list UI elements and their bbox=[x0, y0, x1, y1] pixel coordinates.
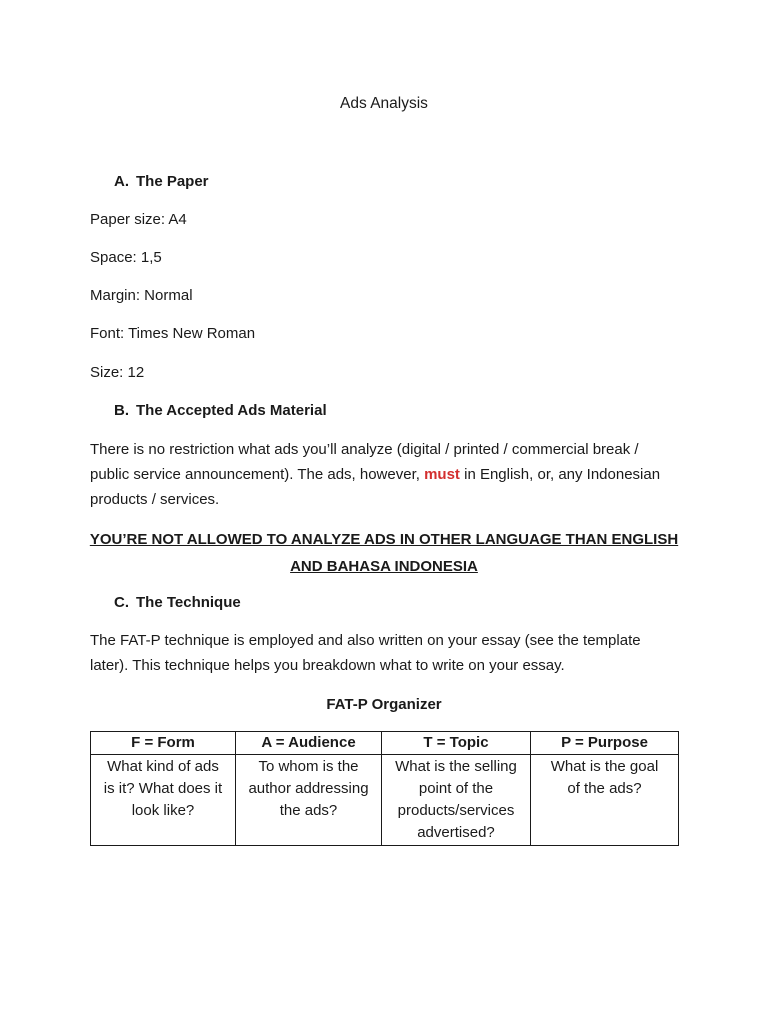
section-c-heading: The Technique bbox=[136, 594, 241, 611]
section-a-heading: The Paper bbox=[136, 173, 209, 190]
must-emphasis: must bbox=[424, 466, 460, 483]
fatp-organizer-table bbox=[90, 731, 679, 846]
margin-item: Margin: Normal bbox=[90, 287, 193, 304]
form-cell-line: look like? bbox=[131, 802, 195, 819]
topic-cell-line: products/services bbox=[397, 802, 515, 819]
organizer-title: FAT-P Organizer bbox=[326, 696, 442, 713]
header-purpose: P = Purpose bbox=[531, 732, 679, 755]
warning-line-1: YOU’RE NOT ALLOWED TO ANALYZE ADS IN OTHER LANGUAGE THAN ENGLISH bbox=[89, 531, 679, 548]
technique-paragraph: The FAT-P technique is employed and also written on your essay (see the template later). This technique helps you breakdown what to write on your essay. bbox=[90, 632, 641, 674]
table-row bbox=[91, 755, 679, 846]
font-item: Font: Times New Roman bbox=[90, 325, 256, 342]
paragraph-text-after: in English, or, any Indonesian products / services. bbox=[90, 466, 661, 508]
section-c-marker: C. bbox=[114, 594, 129, 611]
form-cell bbox=[91, 755, 236, 846]
table-header-row bbox=[91, 732, 679, 755]
audience-cell-line: the ads? bbox=[279, 802, 338, 819]
document-title: Ads Analysis bbox=[340, 95, 428, 112]
warning-line-2: AND BAHASA INDONESIA bbox=[290, 558, 478, 575]
purpose-cell bbox=[531, 755, 679, 846]
paper-size-item: Paper size: A4 bbox=[90, 211, 187, 228]
header-audience: A = Audience bbox=[236, 732, 382, 755]
topic-cell-line: What is the selling bbox=[395, 758, 517, 775]
size-item: Size: 12 bbox=[90, 364, 145, 381]
audience-cell bbox=[236, 755, 382, 846]
form-cell-line: What kind of ads bbox=[107, 758, 219, 775]
accepted-ads-paragraph bbox=[90, 437, 670, 512]
space-item: Space: 1,5 bbox=[90, 249, 162, 266]
topic-cell bbox=[382, 755, 531, 846]
section-b-marker: B. bbox=[114, 402, 129, 419]
purpose-cell-line: of the ads? bbox=[567, 780, 642, 797]
audience-cell-line: author addressing bbox=[248, 780, 369, 797]
language-warning bbox=[0, 526, 768, 580]
header-form: F = Form bbox=[91, 732, 236, 755]
topic-cell-line: point of the bbox=[418, 780, 494, 797]
audience-cell-line: To whom is the bbox=[258, 758, 359, 775]
paragraph-text-before: There is no restriction what ads you’ll analyze (digital / printed / commercial break / public service announcement). The ads, however, bbox=[90, 441, 639, 483]
header-topic: T = Topic bbox=[382, 732, 531, 755]
section-b-heading: The Accepted Ads Material bbox=[136, 402, 327, 419]
topic-cell-line: advertised? bbox=[417, 824, 495, 841]
section-a-marker: A. bbox=[114, 173, 129, 190]
form-cell-line: is it? What does it bbox=[103, 780, 223, 797]
purpose-cell-line: What is the goal bbox=[550, 758, 659, 775]
